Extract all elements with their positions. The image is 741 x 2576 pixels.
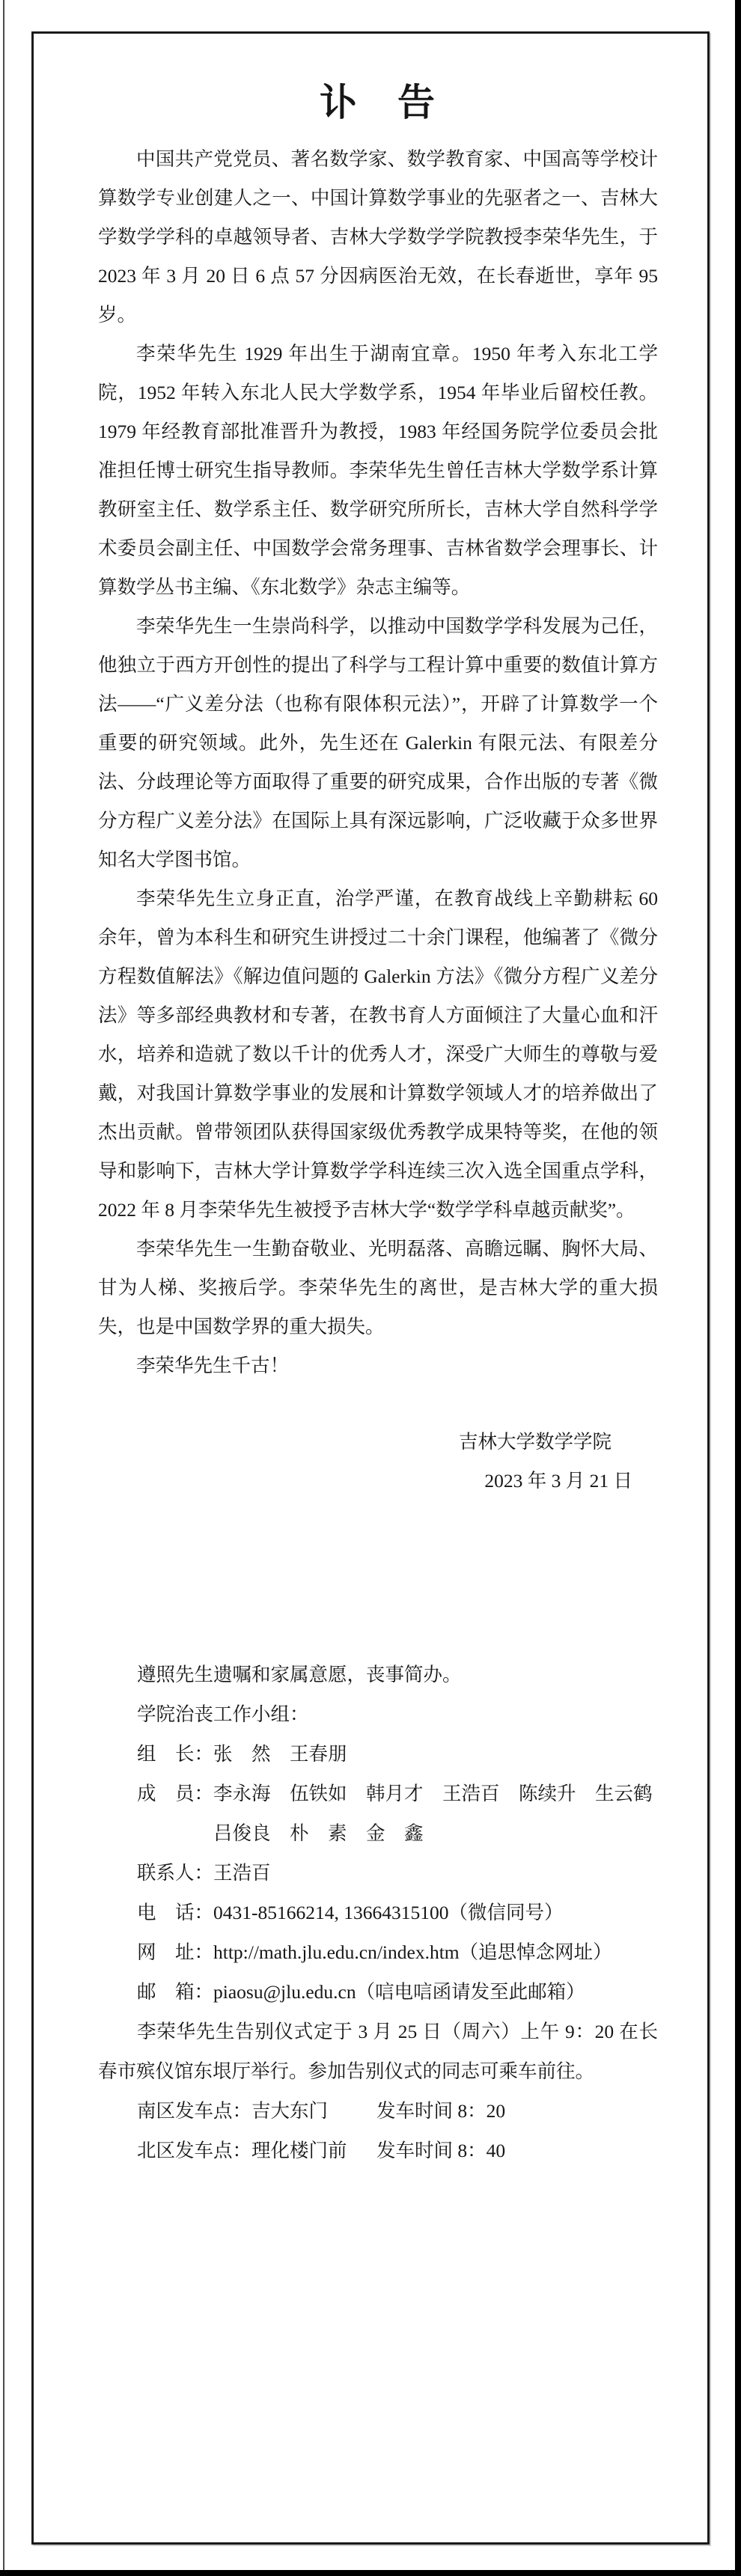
bus-departure-point: 北区发车点：理化楼门前: [137, 2140, 347, 2161]
group-members-row-1: 成 员：李永海 伍铁如 韩月才 王浩百 陈续升 生云鹤: [137, 1783, 653, 1804]
page-content: [34, 34, 707, 2170]
email-row: 邮 箱：piaosu@jlu.edu.cn（唁电唁函请发至此邮箱）: [137, 1981, 585, 2003]
bus-row-south: [137, 2091, 658, 2131]
group-members-row-2: 吕俊良 朴 素 金 鑫: [213, 1822, 424, 1844]
bus-row-north: [137, 2131, 658, 2170]
bus-departure-point: 南区发车点：吉大东门: [137, 2100, 329, 2122]
obituary-paragraph: 李荣华先生一生崇尚科学，以推动中国数学学科发展为己任，他独立于西方开创性的提出了科学与工程计算中重要的数值计算方法——“广义差分法（也称有限体积元法）”，开辟了计算数学一个重要的研究领域。此外，先生还在 Galerkin 有限元法、有限差分法、分歧理论等方面取得了重要的研究成果，合作出版的专著《微分方程广义差分法》在国际上具有深远影响，广泛收藏于众多世界知名大学图书馆。: [98, 615, 658, 870]
website-row: 网 址：http://math.jlu.edu.cn/index.htm（追思悼念网址）: [137, 1941, 612, 1963]
page-title: 讣 告: [320, 82, 436, 123]
left-edge-line: [3, 0, 4, 2576]
contact-person-row: 联系人：王浩百: [137, 1862, 271, 1884]
group-leader-row: 组 长：张 然 王春朋: [137, 1743, 347, 1765]
obituary-tribute-line: 李荣华先生千古！: [136, 1355, 290, 1376]
bottom-edge-bar: [0, 2570, 741, 2576]
arrangements-intro: 遵照先生遗嘱和家属意愿，丧事简办。: [137, 1664, 462, 1685]
obituary-paragraph: 李荣华先生一生勤奋敬业、光明磊落、高瞻远瞩、胸怀大局、甘为人梯、奖掖后学。李荣华先生的离世，是吉林大学的重大损失，也是中国数学界的重大损失。: [98, 1238, 658, 1337]
bus-departure-time: 发车时间 8：20: [376, 2100, 506, 2122]
bus-departure-time: 发车时间 8：40: [376, 2140, 506, 2161]
signature-date: 2023 年 3 月 21 日: [484, 1470, 632, 1492]
obituary-paragraph: 李荣华先生 1929 年出生于湖南宜章。1950 年考入东北工学院，1952 年转入东北人民大学数学系，1954 年毕业后留校任教。1979 年经教育部批准晋升为教授，1983 年经国务院学位委员会批准担任博士研究生指导教师。李荣华先生曾任吉林大学数学系计算教研室主任、数学系主任、数学研究所所长，吉林大学自然科学学术委员会副主任、中国数学会常务理事、吉林省数学会理事长、计算数学丛书主编、《东北数学》杂志主编等。: [98, 343, 658, 598]
obituary-paragraph: 李荣华先生立身正直，治学严谨，在教育战线上辛勤耕耘 60 余年，曾为本科生和研究生讲授过二十余门课程，他编著了《微分方程数值解法》《解边值问题的 Galerkin 方法》《微分方程广义差分法》等多部经典教材和专著，在教书育人方面倾注了大量心血和汗水，培养和造就了数以千计的优秀人才，深受广大师生的尊敬与爱戴，对我国计算数学事业的发展和计算数学领域人才的培养做出了杰出贡献。曾带领团队获得国家级优秀教学成果特等奖，在他的领导和影响下，吉林大学计算数学学科连续三次入选全国重点学科，2022 年 8 月李荣华先生被授予吉林大学“数学学科卓越贡献奖”。: [98, 888, 658, 1221]
phone-row: 电 话：0431-85166214, 13664315100（微信同号）: [137, 1902, 564, 1923]
signature-org: 吉林大学数学学院: [458, 1431, 612, 1453]
funeral-arrangements-section: [98, 1655, 658, 2170]
obituary-page: [31, 31, 710, 2545]
right-edge-bar: [735, 0, 741, 2576]
work-group-heading: 学院治丧工作小组：: [137, 1703, 309, 1725]
obituary-paragraph: 中国共产党党员、著名数学家、数学教育家、中国高等学校计算数学专业创建人之一、中国计算数学事业的先驱者之一、吉林大学数学学科的卓越领导者、吉林大学数学学院教授李荣华先生，于 2023 年 3 月 20 日 6 点 57 分因病医治无效，在长春逝世，享年 95 岁。: [98, 148, 658, 326]
farewell-ceremony-paragraph: 李荣华先生告别仪式定于 3 月 25 日（周六）上午 9：20 在长春市殡仪馆东垠厅举行。参加告别仪式的同志可乘车前往。: [98, 2021, 658, 2082]
